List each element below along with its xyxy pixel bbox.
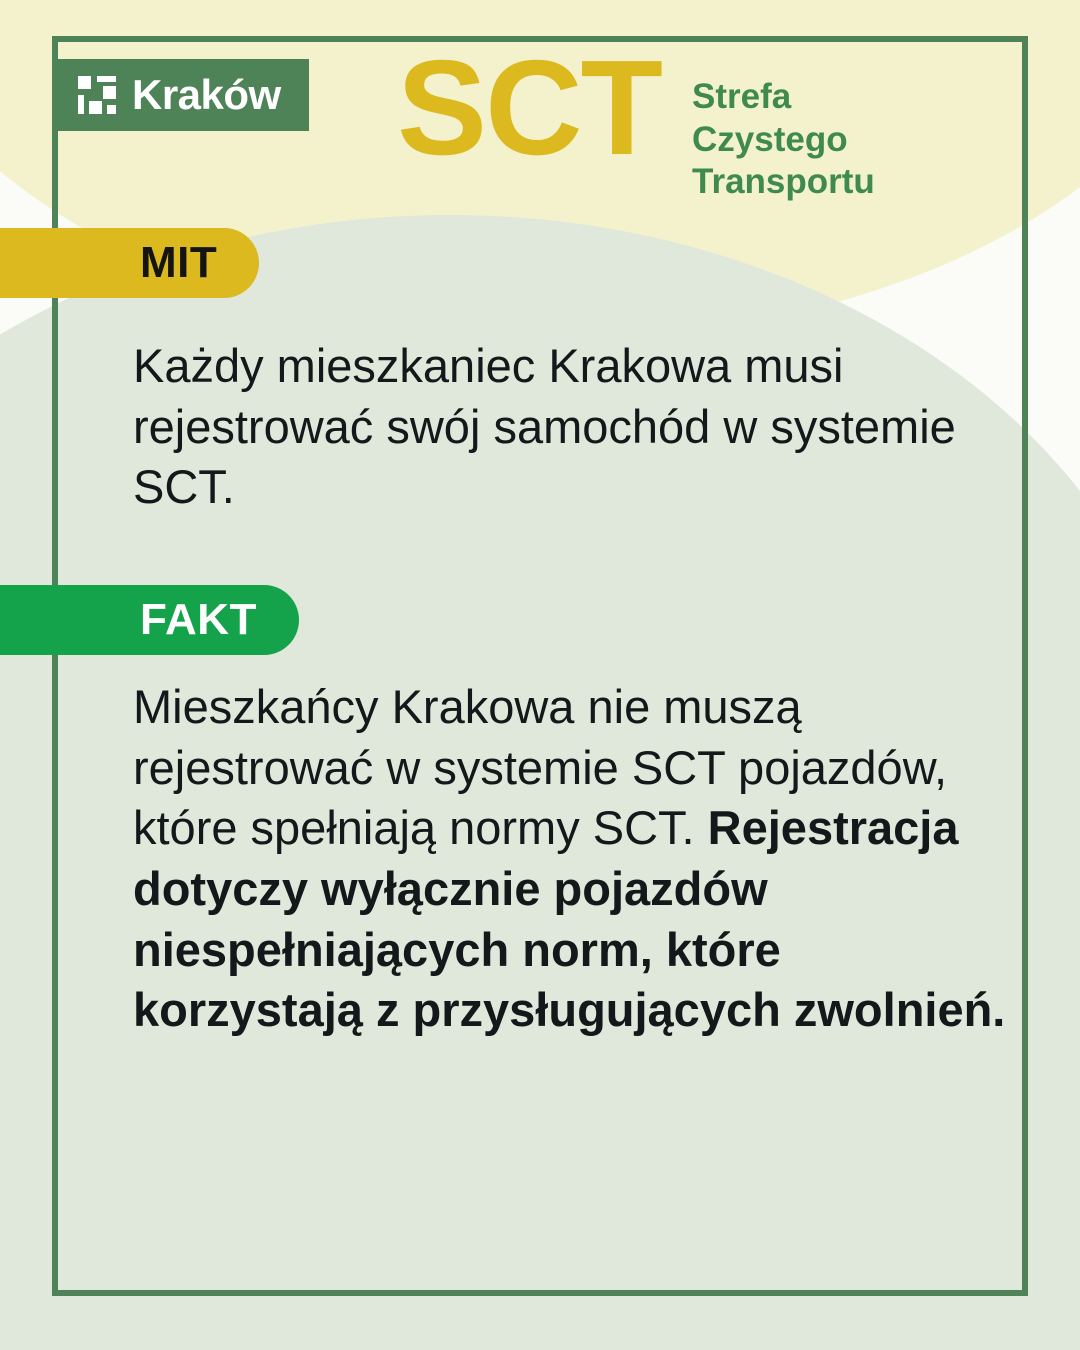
- krakow-logo-label: Kraków: [132, 71, 281, 118]
- myth-label-text: MIT: [140, 238, 218, 287]
- fact-body-regular: Mieszkańcy Krakowa nie muszą rejestrować w systemie SCT pojazdów, które spełniają normy SCT.: [133, 680, 948, 855]
- fact-body-emphasis: Rejestracja dotyczy wyłącznie pojazdów niespełniających norm, które korzystają z przysługujących zwolnień.: [133, 801, 1006, 1037]
- sct-acronym: SCT: [397, 32, 661, 183]
- myth-body-text: Każdy mieszkaniec Krakowa musi rejestrować swój samochód w systemie SCT.: [133, 339, 956, 514]
- sct-subtitle-line-1: Strefa: [692, 77, 792, 116]
- poster-header: [52, 32, 1028, 212]
- fact-label-pill: [0, 585, 299, 655]
- krakow-crest-icon: [78, 76, 116, 114]
- sct-subtitle-line-2: Czystego: [692, 119, 848, 159]
- krakow-logo-badge: [52, 59, 309, 131]
- poster-frame-border: [52, 32, 1028, 1296]
- sct-subtitle: [692, 76, 875, 204]
- sct-subtitle-line-3: Transportu: [692, 162, 875, 202]
- myth-label-pill: [0, 228, 259, 298]
- fact-body-text: [133, 677, 1013, 1041]
- fact-label-text: FAKT: [140, 595, 257, 644]
